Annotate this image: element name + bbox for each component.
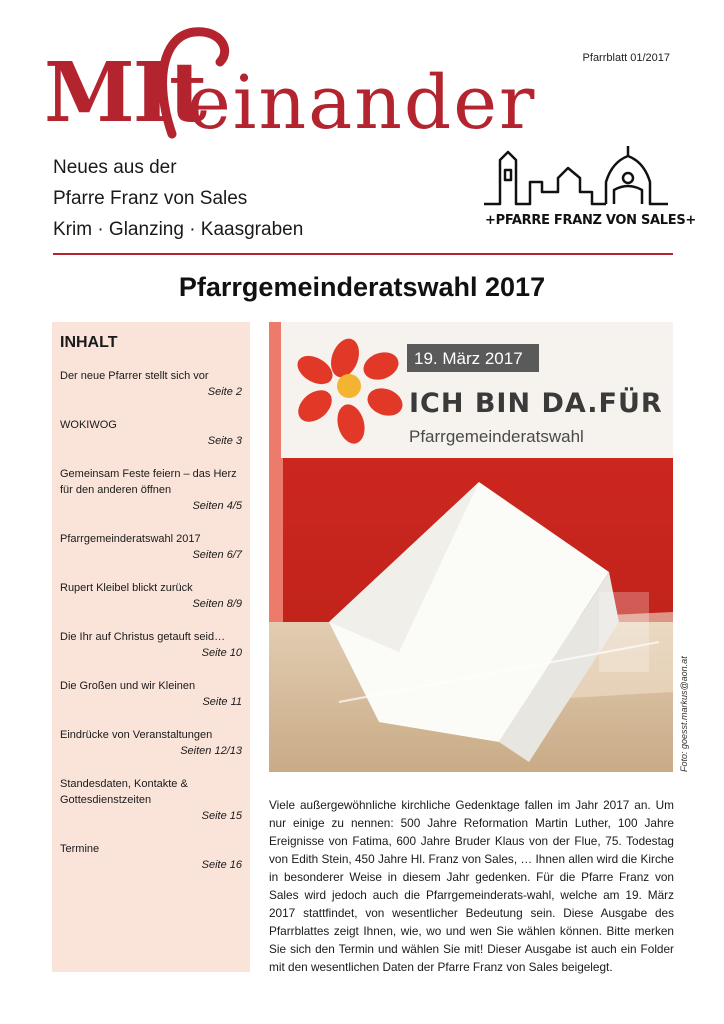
toc-item[interactable] <box>60 417 242 449</box>
toc-item[interactable] <box>60 776 242 824</box>
slogan: ICH BIN DA.FÜR <box>409 388 663 419</box>
masthead-title: einander <box>187 60 537 146</box>
photo-credit: Foto: goesst.markus@aon.at <box>679 656 689 772</box>
cover-photo <box>269 322 673 772</box>
toc-item-text: Pfarrgemeinderatswahl 2017 <box>60 533 201 545</box>
toc-item[interactable] <box>60 580 242 612</box>
toc-item-page: Seiten 4/5 <box>192 500 242 512</box>
toc-item-text: WOKIWOG <box>60 419 117 431</box>
date-badge: 19. März 2017 <box>414 349 523 368</box>
table-of-contents <box>52 322 250 972</box>
page-headline: Pfarrgemeinderatswahl 2017 <box>178 272 546 302</box>
masthead <box>44 22 684 152</box>
subtitle <box>53 152 303 245</box>
toc-item-text: Eindrücke von Veranstaltungen <box>60 729 213 741</box>
toc-item-page: Seite 16 <box>201 859 242 871</box>
intro-text: Viele außergewöhnliche kirchliche Gedenktage fallen im Jahr 2017 an. Um nur einige zu nennen: 500 Jahre Reformation Martin Luther, 100 Jahre Ereignisse von Fatima, 600 Jahre Bruder Klaus von der Flue, 75. Todestag von Edith Stein, 450 Jahre Hl. Franz von Sales, … Ihnen allen wird die Kirche in besonderer Weise in diesem Jahr gedenken. Für die Pfarre Franz von Sales wird jedoch auch die Pfarrgemeinderats-wahl, welche am 19. März 2017 stattfindet, von wesentlicher Bedeutung sein. Diese Ausgabe des Pfarrblattes zeigt Ihnen, wie, wo und wen Sie wählen können. Bitte merken Sie sich den Termin und wählen Sie mit! Dieser Ausgabe ist auch ein Folder mit den wesentlichen Daten der Pfarre Franz von Sales beigelegt. <box>269 798 674 974</box>
subtitle-line: Pfarre Franz von Sales <box>53 188 248 209</box>
toc-item-page: Seiten 6/7 <box>192 549 242 561</box>
toc-item-page: Seiten 8/9 <box>192 598 242 610</box>
subtitle-line: Krim · Glanzing · Kaasgraben <box>53 219 304 240</box>
toc-item-page: Seite 15 <box>201 810 242 822</box>
toc-item[interactable] <box>60 727 242 759</box>
subtitle-line: Neues aus der <box>53 157 177 178</box>
toc-item[interactable] <box>60 629 242 661</box>
toc-title: INHALT <box>60 334 118 351</box>
toc-item-page: Seiten 12/13 <box>180 745 242 757</box>
toc-item[interactable] <box>60 466 242 514</box>
toc-item-text: Standesdaten, Kontakte & Gottesdienstzeiten <box>60 778 188 806</box>
photo-caption: Pfarrgemeinderatswahl <box>409 427 584 446</box>
toc-item-page: Seite 11 <box>202 696 242 708</box>
toc-item-text: Termine <box>60 843 100 855</box>
toc-item-page: Seite 2 <box>207 386 242 398</box>
logo-text: +PFARRE FRANZ VON SALES+ <box>485 213 697 228</box>
toc-item[interactable] <box>60 678 242 710</box>
toc-item-text: Die Großen und wir Kleinen <box>60 680 196 692</box>
toc-item[interactable] <box>60 531 242 563</box>
issue-label: Pfarrblatt 01/2017 <box>582 52 670 64</box>
toc-item[interactable] <box>60 368 242 400</box>
toc-item-page: Seite 3 <box>207 435 242 447</box>
header-divider <box>53 253 673 255</box>
toc-item-text: Gemeinsam Feste feiern – das Herz für den anderen öffnen <box>60 468 237 496</box>
masthead-title-highlight: MIt <box>44 45 206 141</box>
toc-item-text: Der neue Pfarrer stellt sich vor <box>60 370 209 382</box>
toc-item-text: Die Ihr auf Christus getauft seid… <box>60 631 226 643</box>
toc-item-text: Rupert Kleibel blickt zurück <box>60 582 193 594</box>
toc-item[interactable] <box>60 841 242 873</box>
toc-item-page: Seite 10 <box>201 647 242 659</box>
